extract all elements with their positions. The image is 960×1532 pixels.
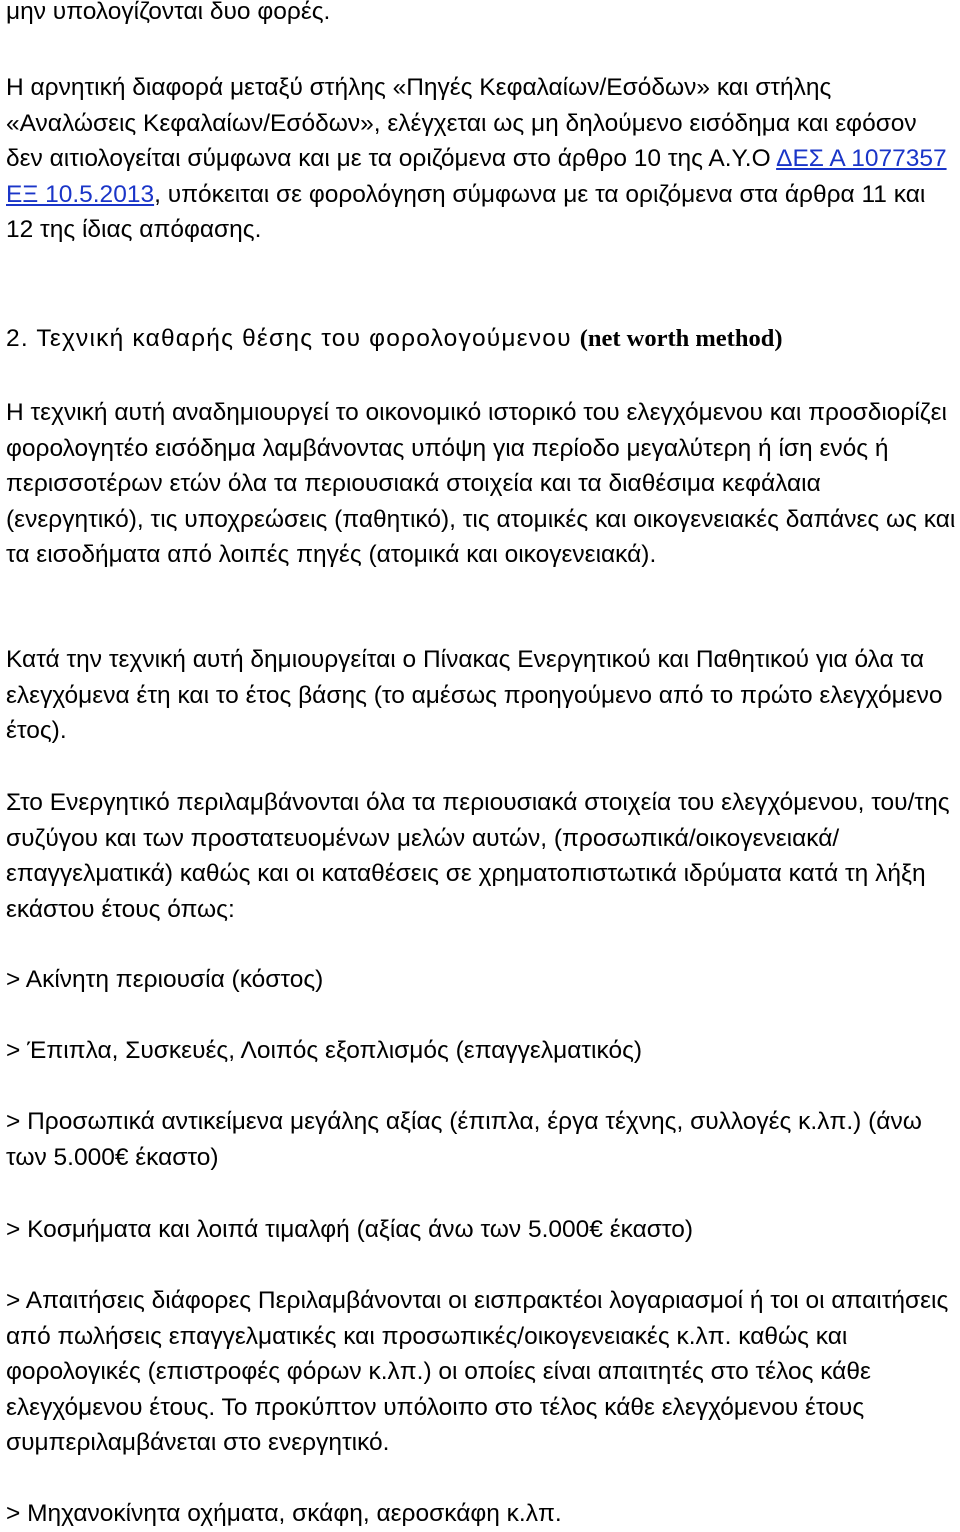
section-heading-net-worth [6, 321, 956, 357]
list-item-furniture-equipment: > Έπιπλα, Συσκευές, Λοιπός εξοπλισμός (επαγγελματικός) [6, 1037, 643, 1064]
heading-text: 2. Τεχνική καθαρής θέσης του φορολογούμενου [6, 325, 580, 352]
paragraph-text: , υπόκειται σε φορολόγηση σύμφωνα με τα οριζόμενα στα άρθρα 11 και 12 της ίδιας απόφασης. [6, 180, 926, 243]
list-item-vehicles: > Μηχανοκίνητα οχήματα, σκάφη, αεροσκάφη κ.λπ. [6, 1500, 562, 1527]
paragraph-intro-tail: μην υπολογίζονται δυο φορές. [6, 0, 331, 25]
heading-method-name: (net worth method) [579, 325, 783, 352]
paragraph-technique-description: Η τεχνική αυτή αναδημιουργεί το οικονομικό ιστορικό του ελεγχόμενου και προσδιορίζει φορολογητέο εισόδημα λαμβάνοντας υπόψη για περίοδο μεγαλύτερη ή ίση ενός ή περισσοτέρων ετών όλα τα περιουσιακά στοιχεία και τα διαθέσιμα κεφάλαια (ενεργητικό), τις υποχρεώσεις (παθητικό), τις ατομικές και οικογενειακές δαπάνες ως και τα εισοδήματα από λοιπές πηγές (ατομικά και οικογενειακά). [6, 399, 956, 568]
decision-link[interactable]: ΔΕΣ Α 1077357 ΕΞ 10.5.2013 [6, 145, 947, 208]
list-item-valuable-items: > Προσωπικά αντικείμενα μεγάλης αξίας (έπιπλα, έργα τέχνης, συλλογές κ.λπ.) (άνω των 5.000€ έκαστο) [6, 1108, 922, 1171]
paragraph-assets-table: Κατά την τεχνική αυτή δημιουργείται ο Πίνακας Ενεργητικού και Παθητικού για όλα τα ελεγχόμενα έτη και το έτος βάσης (το αμέσως προηγούμενο από το πρώτο ελεγχόμενο έτος). [6, 646, 943, 744]
paragraph-negative-difference [6, 70, 956, 248]
list-item-real-estate: > Ακίνητη περιουσία (κόστος) [6, 966, 324, 993]
list-item-jewelry: > Κοσμήματα και λοιπά τιμαλφή (αξίας άνω των 5.000€ έκαστο) [6, 1216, 693, 1243]
list-item-receivables: > Απαιτήσεις διάφορες Περιλαμβάνονται οι εισπρακτέοι λογαριασμοί ή τοι οι απαιτήσεις από πωλήσεις επαγγελματικές και προσωπικές/οικογενειακές κ.λπ. καθώς και φορολογικές (επιστροφές φόρων κ.λπ.) οι οποίες είναι απαιτητές στο τέλος κάθε ελεγχόμενου έτους. Το προκύπτον υπόλοιπο στο τέλος κάθε ελεγχόμενου έτους συμπεριλαμβάνεται στο ενεργητικό. [6, 1287, 949, 1456]
paragraph-text: Η αρνητική διαφορά μεταξύ στήλης «Πηγές Κεφαλαίων/Εσόδων» και στήλης «Αναλώσεις Κεφαλαίων/Εσόδων», ελέγχεται ως μη δηλούμενο εισόδημα και εφόσον δεν αιτιολογείται σύμφωνα και με τα οριζόμενα στο άρθρο 10 της Α.Υ.Ο [6, 74, 917, 172]
paragraph-assets-definition: Στο Ενεργητικό περιλαμβάνονται όλα τα περιουσιακά στοιχεία του ελεγχόμενου, του/της συζύγου και των προστατευομένων μελών αυτών, (προσωπικά/οικογενειακά/επαγγελματικά) καθώς και οι καταθέσεις σε χρηματοπιστωτικά ιδρύματα κατά τη λήξη εκάστου έτους όπως: [6, 789, 950, 923]
